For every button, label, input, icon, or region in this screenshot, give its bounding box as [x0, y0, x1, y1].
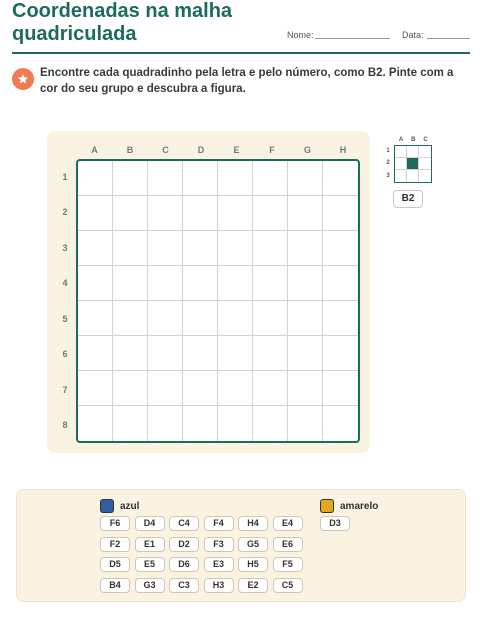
grid-cell-e4[interactable]	[218, 266, 253, 301]
grid-cell-d2[interactable]	[183, 196, 218, 231]
star-icon	[12, 68, 34, 90]
grid-cell-f4[interactable]	[253, 266, 288, 301]
instructions-text: Encontre cada quadradinho pela letra e pelo número, como B2. Pinte com a cor do seu grupo e descubra a figura.	[40, 67, 454, 95]
column-label-g: G	[303, 145, 311, 155]
group-header-azul	[100, 499, 139, 513]
coordinate-chip-d4: D4	[135, 516, 165, 531]
row-label-7: 7	[62, 384, 68, 395]
grid-cell-e5[interactable]	[218, 301, 253, 336]
row-label-6: 6	[62, 349, 68, 360]
grid-cell-a3[interactable]	[78, 231, 113, 266]
example-row-label-1: 1	[386, 148, 390, 154]
example-cell-b3	[407, 170, 419, 182]
column-label-h: H	[339, 145, 347, 155]
coordinate-chip-c5: C5	[273, 578, 303, 593]
group-name-amarelo: amarelo	[340, 500, 379, 512]
grid-cell-h6[interactable]	[323, 336, 358, 371]
grid-cell-a8[interactable]	[78, 406, 113, 441]
grid-cell-h3[interactable]	[323, 231, 358, 266]
grid-cell-f2[interactable]	[253, 196, 288, 231]
grid-cell-e2[interactable]	[218, 196, 253, 231]
coordinate-chip-c4: C4	[169, 516, 199, 531]
row-label-5: 5	[62, 313, 68, 324]
grid-cell-e8[interactable]	[218, 406, 253, 441]
example-cell-c3	[419, 170, 431, 182]
coordinate-chip-f6: F6	[100, 516, 130, 531]
coordinate-chip-e5: E5	[135, 557, 165, 572]
grid-cell-c2[interactable]	[148, 196, 183, 231]
grid-cell-c5[interactable]	[148, 301, 183, 336]
grid-cell-e7[interactable]	[218, 371, 253, 406]
example-cell-b1	[407, 146, 419, 158]
color-swatch-amarelo	[320, 499, 334, 513]
grid-cell-a6[interactable]	[78, 336, 113, 371]
grid-cell-c1[interactable]	[148, 161, 183, 196]
grid-cell-b2[interactable]	[113, 196, 148, 231]
example-coordinate-badge: B2	[393, 190, 423, 208]
example-grid	[394, 145, 432, 183]
grid-cell-d4[interactable]	[183, 266, 218, 301]
grid-cell-d3[interactable]	[183, 231, 218, 266]
grid-cell-d6[interactable]	[183, 336, 218, 371]
grid-cell-h1[interactable]	[323, 161, 358, 196]
grid-cell-b4[interactable]	[113, 266, 148, 301]
grid-cell-d8[interactable]	[183, 406, 218, 441]
header-divider	[12, 52, 470, 54]
coordinate-chip-h3: H3	[204, 578, 234, 593]
row-label-4: 4	[62, 278, 68, 289]
group-header-amarelo	[320, 499, 378, 513]
coordinate-chip-h5: H5	[238, 557, 268, 572]
grid-cell-b5[interactable]	[113, 301, 148, 336]
grid-cell-f8[interactable]	[253, 406, 288, 441]
coordinate-chip-d6: D6	[169, 557, 199, 572]
grid-cell-e6[interactable]	[218, 336, 253, 371]
grid-cell-f1[interactable]	[253, 161, 288, 196]
grid-cell-g4[interactable]	[288, 266, 323, 301]
grid-cell-f5[interactable]	[253, 301, 288, 336]
grid-cell-e3[interactable]	[218, 231, 253, 266]
coordinate-chip-g5: G5	[238, 537, 268, 552]
example-cell-a3	[395, 170, 407, 182]
grid-cell-b3[interactable]	[113, 231, 148, 266]
coordinate-chip-e3: E3	[204, 557, 234, 572]
grid-cell-c8[interactable]	[148, 406, 183, 441]
column-label-b: B	[126, 145, 134, 155]
date-label: Data:	[402, 30, 424, 40]
grid-cell-c3[interactable]	[148, 231, 183, 266]
grid-cell-b6[interactable]	[113, 336, 148, 371]
example-column-label-a: A	[398, 137, 404, 143]
grid-cell-h4[interactable]	[323, 266, 358, 301]
color-swatch-azul	[100, 499, 114, 513]
column-label-e: E	[233, 145, 240, 155]
grid-cell-a1[interactable]	[78, 161, 113, 196]
grid-cell-f7[interactable]	[253, 371, 288, 406]
grid-cell-b1[interactable]	[113, 161, 148, 196]
grid-cell-h7[interactable]	[323, 371, 358, 406]
grid-cell-f3[interactable]	[253, 231, 288, 266]
date-field[interactable]	[427, 38, 470, 39]
coordinate-chip-d5: D5	[100, 557, 130, 572]
example-cell-a1	[395, 146, 407, 158]
example-row-label-2: 2	[386, 160, 390, 167]
grid-cell-c4[interactable]	[148, 266, 183, 301]
coordinate-chip-f5: F5	[273, 557, 303, 572]
grid-cell-f6[interactable]	[253, 336, 288, 371]
group-name-azul: azul	[120, 500, 140, 512]
column-label-f: F	[269, 145, 275, 155]
grid-cell-g6[interactable]	[288, 336, 323, 371]
row-label-3: 3	[62, 242, 68, 253]
grid-cell-d1[interactable]	[183, 161, 218, 196]
coordinate-chip-d3: D3	[320, 516, 350, 531]
coordinate-chip-e1: E1	[135, 537, 165, 552]
coordinate-chip-g3: G3	[135, 578, 165, 593]
grid-cell-c6[interactable]	[148, 336, 183, 371]
grid-cell-c7[interactable]	[148, 371, 183, 406]
row-label-8: 8	[62, 420, 68, 431]
grid-cell-a4[interactable]	[78, 266, 113, 301]
coordinate-grid	[76, 159, 360, 443]
page-title: Coordenadas na malha quadriculada	[12, 0, 233, 45]
coordinate-chip-e6: E6	[273, 537, 303, 552]
coordinate-chip-b4: B4	[100, 578, 130, 593]
example-cell-a2	[395, 158, 407, 170]
coordinate-chip-h4: H4	[238, 516, 268, 531]
grid-cell-h8[interactable]	[323, 406, 358, 441]
coordinate-chip-f4: F4	[204, 516, 234, 531]
row-label-1: 1	[62, 171, 68, 182]
row-label-2: 2	[62, 207, 68, 218]
coordinate-chip-c3: C3	[169, 578, 199, 593]
grid-cell-g3[interactable]	[288, 231, 323, 266]
coordinate-chip-f3: F3	[204, 537, 234, 552]
example-cell-b2	[407, 158, 419, 170]
coordinate-chip-f2: F2	[100, 537, 130, 552]
grid-cell-b8[interactable]	[113, 406, 148, 441]
column-label-a: A	[91, 145, 98, 155]
coordinate-chip-e4: E4	[273, 516, 303, 531]
grid-cell-g8[interactable]	[288, 406, 323, 441]
grid-cell-g5[interactable]	[288, 301, 323, 336]
coordinate-chip-d2: D2	[169, 537, 199, 552]
grid-cell-b7[interactable]	[113, 371, 148, 406]
example-cell-c1	[419, 146, 431, 158]
grid-cell-d7[interactable]	[183, 371, 218, 406]
grid-cell-a5[interactable]	[78, 301, 113, 336]
grid-cell-a7[interactable]	[78, 371, 113, 406]
example-row-label-3: 3	[386, 172, 390, 179]
name-label: Nome:	[287, 30, 314, 40]
grid-cell-d5[interactable]	[183, 301, 218, 336]
name-field[interactable]	[315, 38, 390, 39]
grid-cell-h5[interactable]	[323, 301, 358, 336]
grid-cell-h2[interactable]	[323, 196, 358, 231]
column-label-d: D	[197, 145, 205, 155]
grid-cell-g1[interactable]	[288, 161, 323, 196]
example-column-label-c: C	[423, 137, 428, 143]
example-cell-c2	[419, 158, 431, 170]
grid-cell-g2[interactable]	[288, 196, 323, 231]
grid-cell-e1[interactable]	[218, 161, 253, 196]
example-column-label-b: B	[411, 137, 416, 143]
column-label-c: C	[162, 145, 169, 155]
coordinate-chip-e2: E2	[238, 578, 268, 593]
grid-cell-a2[interactable]	[78, 196, 113, 231]
grid-cell-g7[interactable]	[288, 371, 323, 406]
